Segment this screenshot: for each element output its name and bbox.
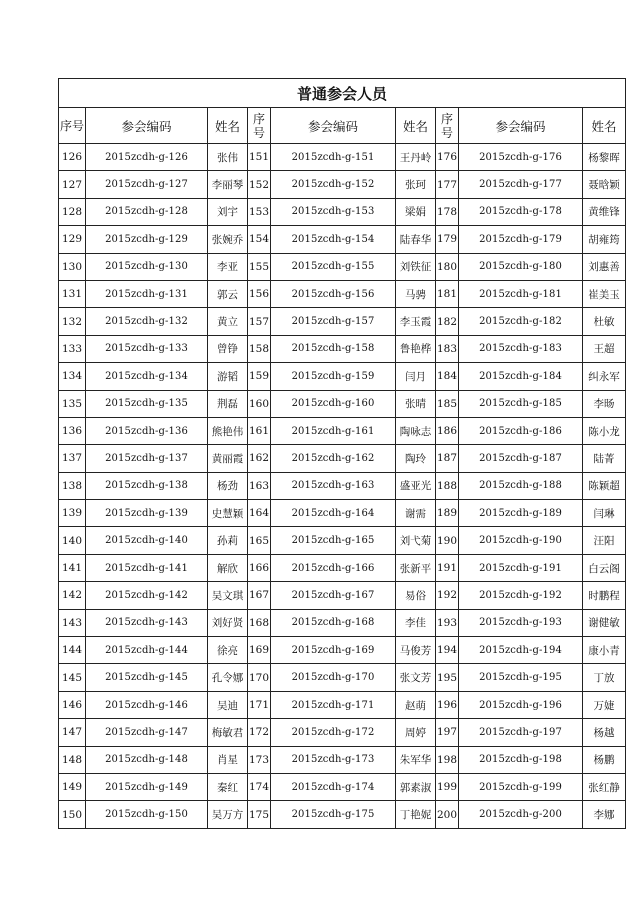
seq-cell: 137 (59, 445, 86, 472)
seq-cell: 178 (436, 198, 459, 225)
name-cell: 谢需 (396, 500, 436, 527)
seq-cell: 160 (248, 390, 271, 417)
name-cell: 郭素淑 (396, 773, 436, 800)
seq-cell: 172 (248, 719, 271, 746)
name-cell: 康小青 (583, 637, 626, 664)
seq-cell: 169 (248, 637, 271, 664)
header-row (59, 108, 626, 144)
code-header: 参会编码 (459, 108, 583, 144)
seq-cell: 157 (248, 308, 271, 335)
name-cell: 丁艳妮 (396, 801, 436, 828)
seq-cell: 143 (59, 609, 86, 636)
code-cell: 2015zcdh-g-129 (86, 226, 208, 253)
name-cell: 曾铮 (208, 335, 248, 362)
table-row (59, 773, 626, 800)
name-cell: 陆春华 (396, 226, 436, 253)
code-cell: 2015zcdh-g-196 (459, 691, 583, 718)
name-cell: 陆菁 (583, 445, 626, 472)
seq-cell: 161 (248, 417, 271, 444)
name-cell: 赵萌 (396, 691, 436, 718)
code-cell: 2015zcdh-g-179 (459, 226, 583, 253)
code-cell: 2015zcdh-g-137 (86, 445, 208, 472)
seq-cell: 176 (436, 144, 459, 171)
code-cell: 2015zcdh-g-148 (86, 746, 208, 773)
name-cell: 游韬 (208, 363, 248, 390)
name-cell: 周婷 (396, 719, 436, 746)
seq-cell: 146 (59, 691, 86, 718)
table-row (59, 335, 626, 362)
seq-cell: 141 (59, 554, 86, 581)
code-cell: 2015zcdh-g-192 (459, 582, 583, 609)
name-cell: 吴文琪 (208, 582, 248, 609)
table-row (59, 554, 626, 581)
name-cell: 聂晗颖 (583, 171, 626, 198)
name-cell: 马俊芳 (396, 637, 436, 664)
seq-cell: 198 (436, 746, 459, 773)
name-cell: 汪阳 (583, 527, 626, 554)
code-cell: 2015zcdh-g-172 (271, 719, 396, 746)
name-cell: 刘宇 (208, 198, 248, 225)
code-cell: 2015zcdh-g-126 (86, 144, 208, 171)
code-cell: 2015zcdh-g-199 (459, 773, 583, 800)
name-cell: 李娜 (583, 801, 626, 828)
seq-cell: 153 (248, 198, 271, 225)
code-header: 参会编码 (86, 108, 208, 144)
seq-header: 序号 (436, 108, 459, 144)
code-cell: 2015zcdh-g-145 (86, 664, 208, 691)
name-cell: 杨越 (583, 719, 626, 746)
code-cell: 2015zcdh-g-162 (271, 445, 396, 472)
code-cell: 2015zcdh-g-158 (271, 335, 396, 362)
code-cell: 2015zcdh-g-164 (271, 500, 396, 527)
name-header: 姓名 (396, 108, 436, 144)
table-row (59, 527, 626, 554)
name-cell: 梅敏君 (208, 719, 248, 746)
code-cell: 2015zcdh-g-168 (271, 609, 396, 636)
code-cell: 2015zcdh-g-187 (459, 445, 583, 472)
code-cell: 2015zcdh-g-133 (86, 335, 208, 362)
seq-cell: 182 (436, 308, 459, 335)
name-cell: 张新平 (396, 554, 436, 581)
name-cell: 鲁艳桦 (396, 335, 436, 362)
name-cell: 解欣 (208, 554, 248, 581)
code-cell: 2015zcdh-g-147 (86, 719, 208, 746)
code-cell: 2015zcdh-g-155 (271, 253, 396, 280)
name-cell: 王超 (583, 335, 626, 362)
name-cell: 李亚 (208, 253, 248, 280)
name-cell: 谢健敏 (583, 609, 626, 636)
code-cell: 2015zcdh-g-136 (86, 417, 208, 444)
seq-cell: 155 (248, 253, 271, 280)
seq-cell: 187 (436, 445, 459, 472)
name-cell: 黄维锋 (583, 198, 626, 225)
seq-cell: 180 (436, 253, 459, 280)
seq-cell: 142 (59, 582, 86, 609)
code-cell: 2015zcdh-g-160 (271, 390, 396, 417)
seq-cell: 135 (59, 390, 86, 417)
seq-cell: 173 (248, 746, 271, 773)
name-cell: 时鹏程 (583, 582, 626, 609)
table-row (59, 472, 626, 499)
table-row (59, 363, 626, 390)
seq-cell: 174 (248, 773, 271, 800)
code-cell: 2015zcdh-g-197 (459, 719, 583, 746)
name-cell: 梁娟 (396, 198, 436, 225)
code-cell: 2015zcdh-g-134 (86, 363, 208, 390)
table-row (59, 280, 626, 307)
code-cell: 2015zcdh-g-146 (86, 691, 208, 718)
name-cell: 刘铁征 (396, 253, 436, 280)
seq-cell: 179 (436, 226, 459, 253)
name-cell: 黄丽霞 (208, 445, 248, 472)
seq-cell: 177 (436, 171, 459, 198)
seq-cell: 147 (59, 719, 86, 746)
name-cell: 张珂 (396, 171, 436, 198)
name-cell: 吴迪 (208, 691, 248, 718)
code-header: 参会编码 (271, 108, 396, 144)
seq-cell: 129 (59, 226, 86, 253)
code-cell: 2015zcdh-g-144 (86, 637, 208, 664)
name-cell: 秦红 (208, 773, 248, 800)
table-title: 普通参会人员 (59, 79, 626, 108)
name-cell: 崔美玉 (583, 280, 626, 307)
seq-cell: 197 (436, 719, 459, 746)
code-cell: 2015zcdh-g-167 (271, 582, 396, 609)
table-row (59, 417, 626, 444)
seq-cell: 138 (59, 472, 86, 499)
name-cell: 孔令娜 (208, 664, 248, 691)
code-cell: 2015zcdh-g-188 (459, 472, 583, 499)
name-cell: 陈小龙 (583, 417, 626, 444)
name-cell: 李玉霞 (396, 308, 436, 335)
code-cell: 2015zcdh-g-165 (271, 527, 396, 554)
code-cell: 2015zcdh-g-181 (459, 280, 583, 307)
name-cell: 盛亚光 (396, 472, 436, 499)
code-cell: 2015zcdh-g-161 (271, 417, 396, 444)
seq-cell: 149 (59, 773, 86, 800)
code-cell: 2015zcdh-g-154 (271, 226, 396, 253)
code-cell: 2015zcdh-g-169 (271, 637, 396, 664)
seq-cell: 200 (436, 801, 459, 828)
seq-cell: 126 (59, 144, 86, 171)
code-cell: 2015zcdh-g-141 (86, 554, 208, 581)
code-cell: 2015zcdh-g-177 (459, 171, 583, 198)
name-cell: 易俗 (396, 582, 436, 609)
code-cell: 2015zcdh-g-138 (86, 472, 208, 499)
name-cell: 张晴 (396, 390, 436, 417)
code-cell: 2015zcdh-g-198 (459, 746, 583, 773)
code-cell: 2015zcdh-g-150 (86, 801, 208, 828)
table-row (59, 691, 626, 718)
seq-header: 序号 (248, 108, 271, 144)
seq-cell: 193 (436, 609, 459, 636)
name-cell: 刘弋菊 (396, 527, 436, 554)
seq-cell: 192 (436, 582, 459, 609)
name-cell: 杨鹏 (583, 746, 626, 773)
seq-cell: 144 (59, 637, 86, 664)
name-cell: 杨黎晖 (583, 144, 626, 171)
table-row (59, 582, 626, 609)
name-cell: 闫月 (396, 363, 436, 390)
name-cell: 孙莉 (208, 527, 248, 554)
code-cell: 2015zcdh-g-178 (459, 198, 583, 225)
name-cell: 杜敏 (583, 308, 626, 335)
table-row (59, 253, 626, 280)
seq-cell: 159 (248, 363, 271, 390)
name-cell: 杨劲 (208, 472, 248, 499)
seq-cell: 150 (59, 801, 86, 828)
name-cell: 张文芳 (396, 664, 436, 691)
name-cell: 白云阁 (583, 554, 626, 581)
code-cell: 2015zcdh-g-142 (86, 582, 208, 609)
name-cell: 万婕 (583, 691, 626, 718)
code-cell: 2015zcdh-g-200 (459, 801, 583, 828)
table-row (59, 637, 626, 664)
code-cell: 2015zcdh-g-175 (271, 801, 396, 828)
code-cell: 2015zcdh-g-135 (86, 390, 208, 417)
seq-cell: 199 (436, 773, 459, 800)
table-row (59, 801, 626, 828)
code-cell: 2015zcdh-g-163 (271, 472, 396, 499)
table-row (59, 198, 626, 225)
seq-cell: 185 (436, 390, 459, 417)
table-row (59, 746, 626, 773)
seq-cell: 188 (436, 472, 459, 499)
name-cell: 张婉乔 (208, 226, 248, 253)
code-cell: 2015zcdh-g-174 (271, 773, 396, 800)
seq-cell: 166 (248, 554, 271, 581)
name-cell: 徐亮 (208, 637, 248, 664)
attendee-table (58, 78, 626, 829)
code-cell: 2015zcdh-g-170 (271, 664, 396, 691)
code-cell: 2015zcdh-g-176 (459, 144, 583, 171)
seq-cell: 127 (59, 171, 86, 198)
code-cell: 2015zcdh-g-195 (459, 664, 583, 691)
seq-cell: 130 (59, 253, 86, 280)
seq-cell: 145 (59, 664, 86, 691)
seq-cell: 154 (248, 226, 271, 253)
name-cell: 刘惠善 (583, 253, 626, 280)
table-row (59, 390, 626, 417)
seq-cell: 136 (59, 417, 86, 444)
seq-cell: 134 (59, 363, 86, 390)
name-cell: 朱军华 (396, 746, 436, 773)
code-cell: 2015zcdh-g-152 (271, 171, 396, 198)
code-cell: 2015zcdh-g-153 (271, 198, 396, 225)
seq-cell: 184 (436, 363, 459, 390)
seq-cell: 148 (59, 746, 86, 773)
name-cell: 李旸 (583, 390, 626, 417)
code-cell: 2015zcdh-g-183 (459, 335, 583, 362)
seq-cell: 189 (436, 500, 459, 527)
seq-cell: 191 (436, 554, 459, 581)
table-row (59, 308, 626, 335)
code-cell: 2015zcdh-g-128 (86, 198, 208, 225)
seq-cell: 152 (248, 171, 271, 198)
name-cell: 胡雍筠 (583, 226, 626, 253)
seq-cell: 164 (248, 500, 271, 527)
seq-cell: 165 (248, 527, 271, 554)
code-cell: 2015zcdh-g-189 (459, 500, 583, 527)
code-cell: 2015zcdh-g-194 (459, 637, 583, 664)
name-cell: 纠永军 (583, 363, 626, 390)
code-cell: 2015zcdh-g-131 (86, 280, 208, 307)
seq-header: 序号 (59, 108, 86, 144)
code-cell: 2015zcdh-g-127 (86, 171, 208, 198)
code-cell: 2015zcdh-g-130 (86, 253, 208, 280)
seq-cell: 171 (248, 691, 271, 718)
seq-cell: 194 (436, 637, 459, 664)
code-cell: 2015zcdh-g-191 (459, 554, 583, 581)
code-cell: 2015zcdh-g-139 (86, 500, 208, 527)
table-row (59, 171, 626, 198)
seq-cell: 170 (248, 664, 271, 691)
seq-cell: 139 (59, 500, 86, 527)
table-row (59, 664, 626, 691)
name-cell: 肖星 (208, 746, 248, 773)
name-cell: 张伟 (208, 144, 248, 171)
name-cell: 李佳 (396, 609, 436, 636)
name-cell: 吴万方 (208, 801, 248, 828)
seq-cell: 151 (248, 144, 271, 171)
seq-cell: 140 (59, 527, 86, 554)
code-cell: 2015zcdh-g-159 (271, 363, 396, 390)
seq-cell: 131 (59, 280, 86, 307)
code-cell: 2015zcdh-g-140 (86, 527, 208, 554)
seq-cell: 132 (59, 308, 86, 335)
name-header: 姓名 (208, 108, 248, 144)
code-cell: 2015zcdh-g-157 (271, 308, 396, 335)
name-cell: 刘好贤 (208, 609, 248, 636)
code-cell: 2015zcdh-g-186 (459, 417, 583, 444)
table-row (59, 719, 626, 746)
seq-cell: 162 (248, 445, 271, 472)
name-cell: 陈颖超 (583, 472, 626, 499)
code-cell: 2015zcdh-g-180 (459, 253, 583, 280)
seq-cell: 195 (436, 664, 459, 691)
table-row (59, 226, 626, 253)
seq-cell: 186 (436, 417, 459, 444)
table-row (59, 445, 626, 472)
code-cell: 2015zcdh-g-173 (271, 746, 396, 773)
seq-cell: 128 (59, 198, 86, 225)
code-cell: 2015zcdh-g-166 (271, 554, 396, 581)
name-cell: 陶玲 (396, 445, 436, 472)
seq-cell: 168 (248, 609, 271, 636)
code-cell: 2015zcdh-g-171 (271, 691, 396, 718)
name-cell: 丁放 (583, 664, 626, 691)
table-row (59, 500, 626, 527)
seq-cell: 167 (248, 582, 271, 609)
seq-cell: 181 (436, 280, 459, 307)
seq-cell: 163 (248, 472, 271, 499)
name-header: 姓名 (583, 108, 626, 144)
name-cell: 陶咏志 (396, 417, 436, 444)
code-cell: 2015zcdh-g-132 (86, 308, 208, 335)
name-cell: 史慧颖 (208, 500, 248, 527)
seq-cell: 158 (248, 335, 271, 362)
name-cell: 郭云 (208, 280, 248, 307)
name-cell: 马骋 (396, 280, 436, 307)
name-cell: 李丽琴 (208, 171, 248, 198)
name-cell: 张红静 (583, 773, 626, 800)
seq-cell: 156 (248, 280, 271, 307)
code-cell: 2015zcdh-g-193 (459, 609, 583, 636)
table-row (59, 609, 626, 636)
seq-cell: 175 (248, 801, 271, 828)
name-cell: 王丹岭 (396, 144, 436, 171)
seq-cell: 133 (59, 335, 86, 362)
code-cell: 2015zcdh-g-190 (459, 527, 583, 554)
seq-cell: 190 (436, 527, 459, 554)
code-cell: 2015zcdh-g-185 (459, 390, 583, 417)
seq-cell: 196 (436, 691, 459, 718)
name-cell: 黄立 (208, 308, 248, 335)
name-cell: 熊艳伟 (208, 417, 248, 444)
name-cell: 闫琳 (583, 500, 626, 527)
name-cell: 荆磊 (208, 390, 248, 417)
code-cell: 2015zcdh-g-143 (86, 609, 208, 636)
code-cell: 2015zcdh-g-182 (459, 308, 583, 335)
code-cell: 2015zcdh-g-156 (271, 280, 396, 307)
seq-cell: 183 (436, 335, 459, 362)
table-row (59, 144, 626, 171)
code-cell: 2015zcdh-g-149 (86, 773, 208, 800)
code-cell: 2015zcdh-g-151 (271, 144, 396, 171)
code-cell: 2015zcdh-g-184 (459, 363, 583, 390)
